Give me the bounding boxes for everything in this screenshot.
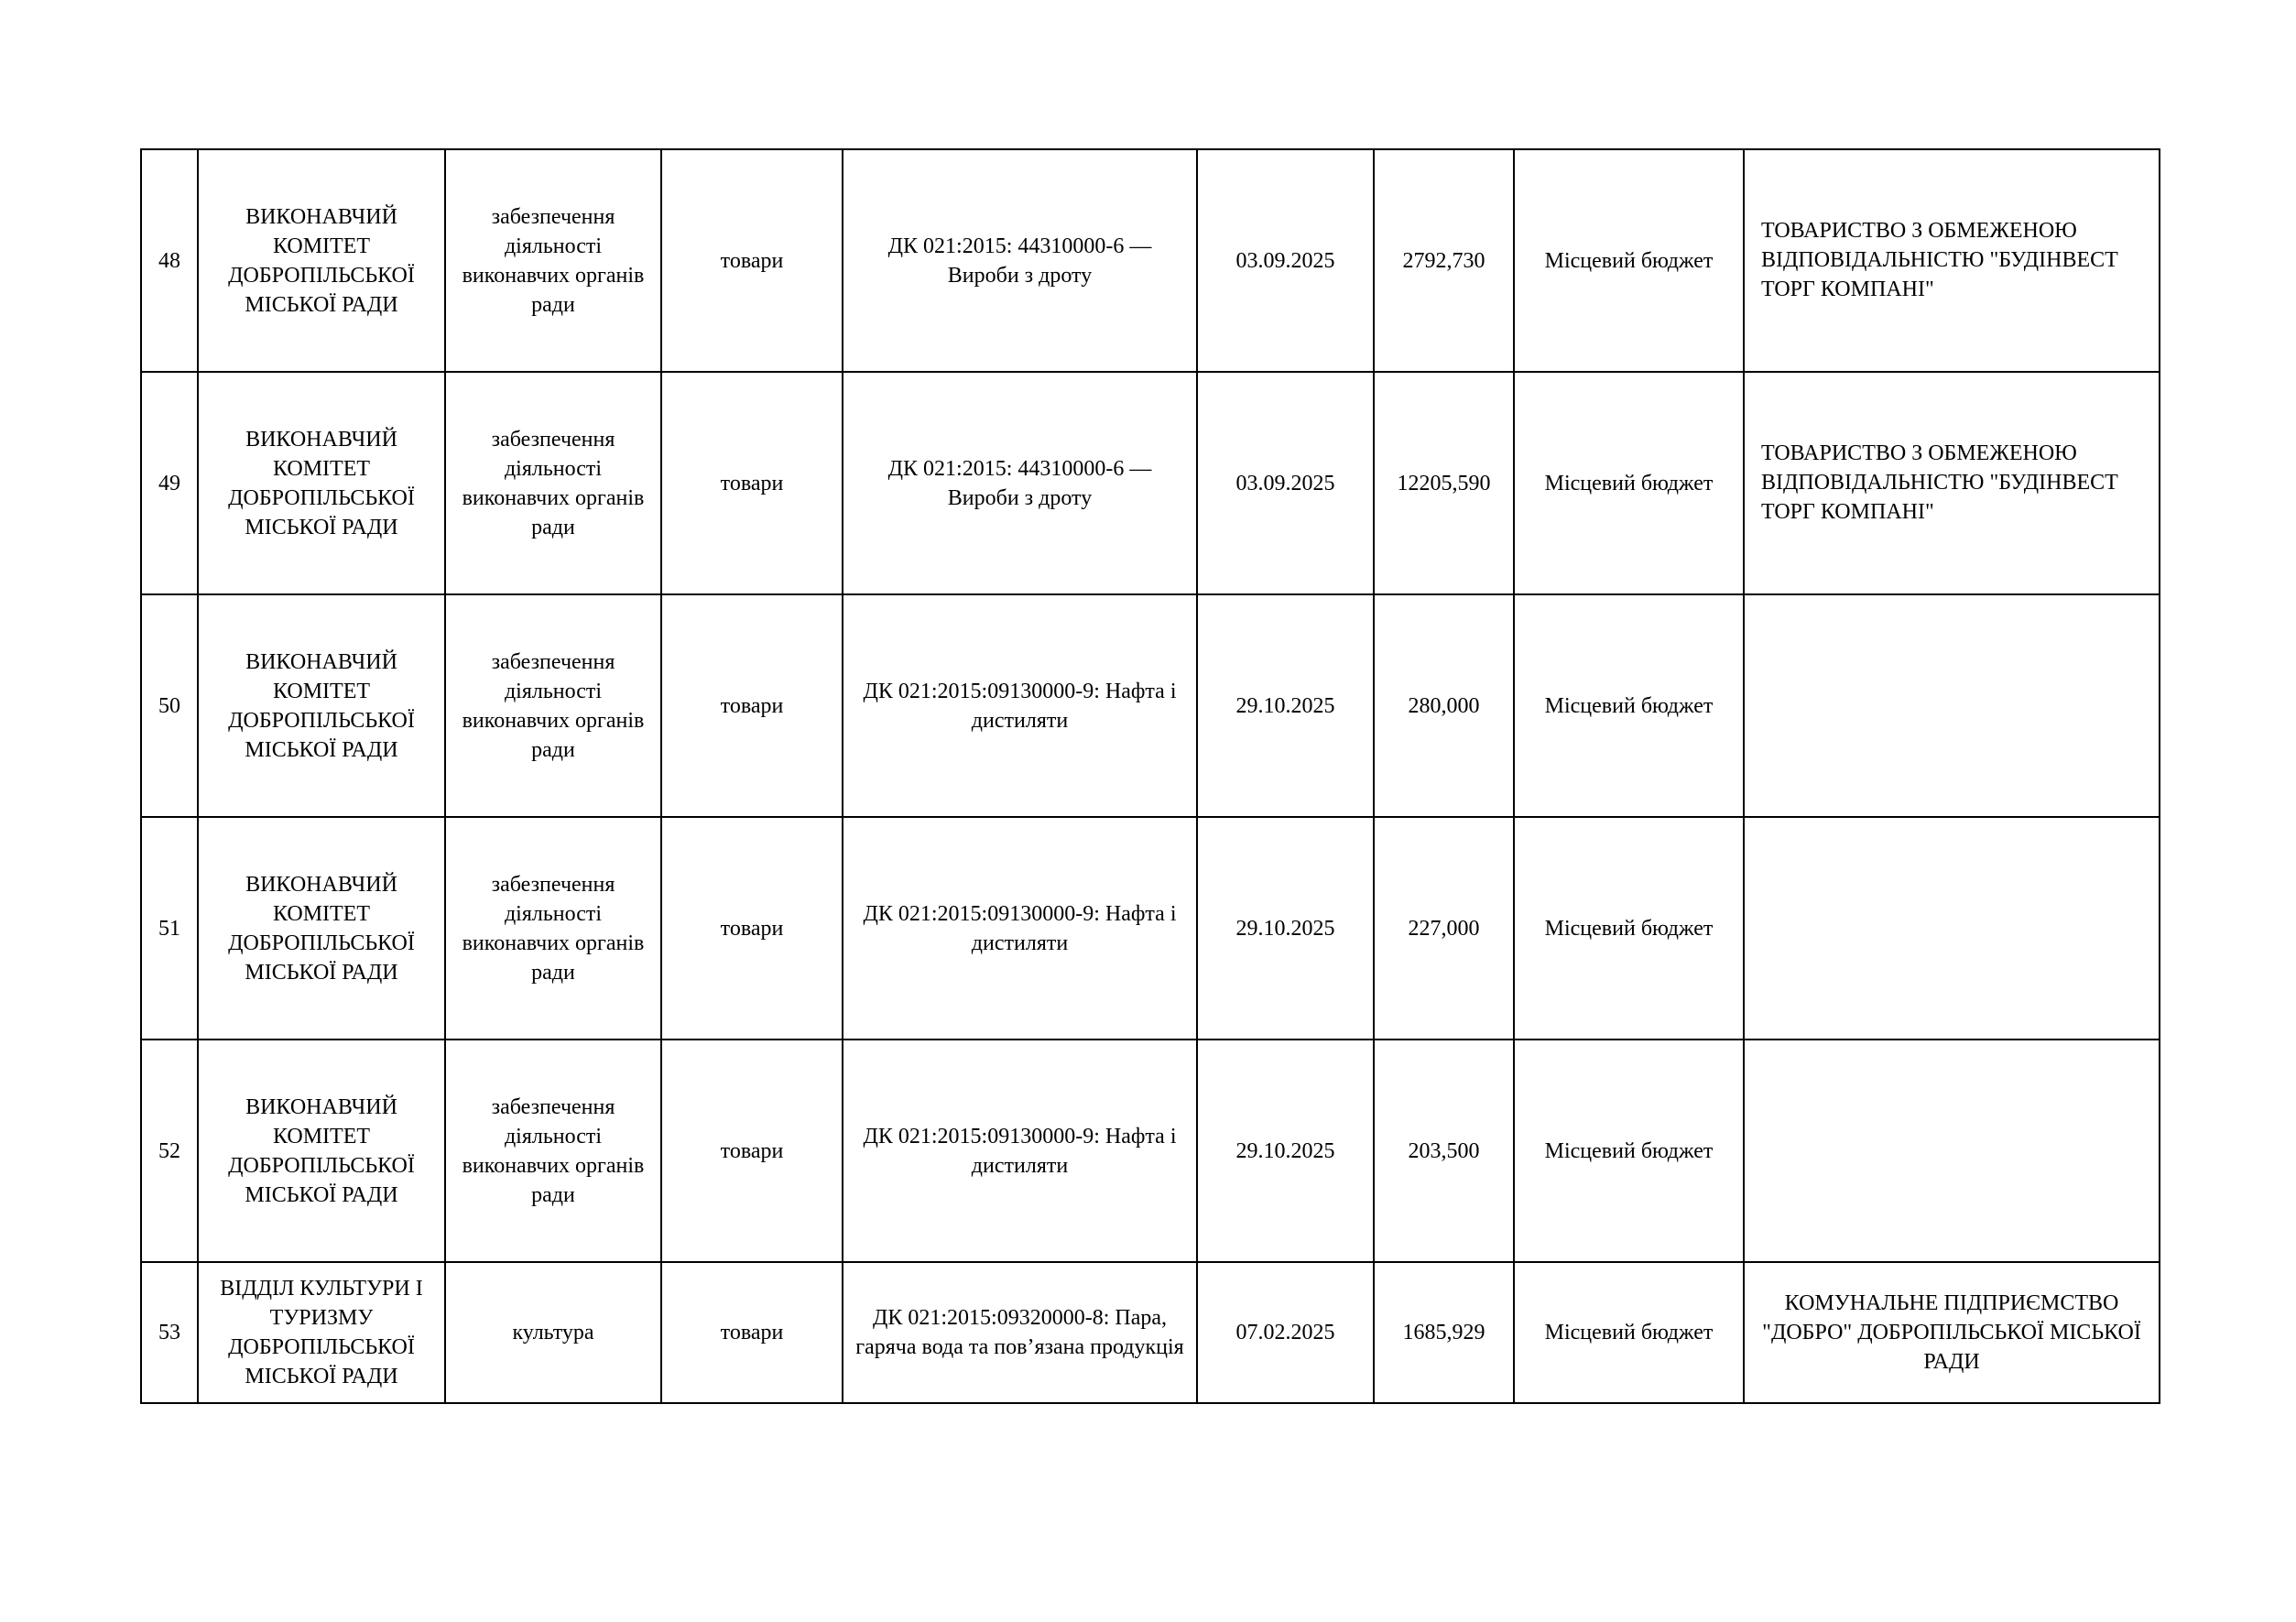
purchase-date: 29.10.2025 [1197,1040,1374,1262]
purchase-category: товари [661,372,843,594]
row-number: 48 [141,149,198,372]
purchase-date: 07.02.2025 [1197,1262,1374,1403]
purchase-date: 29.10.2025 [1197,817,1374,1040]
supplier-name: КОМУНАЛЬНЕ ПІДПРИЄМСТВО "ДОБРО" ДОБРОПІЛЬСЬКОЇ МІСЬКОЇ РАДИ [1744,1262,2160,1403]
customer-name: ВИКОНАВЧИЙ КОМІТЕТ ДОБРОПІЛЬСЬКОЇ МІСЬКОЇ РАДИ [198,594,445,817]
procurement-table [140,148,2160,1404]
purchase-date: 03.09.2025 [1197,149,1374,372]
cpv-description-line: Вироби з дроту [947,485,1093,510]
row-number: 51 [141,817,198,1040]
funding-source: Місцевий бюджет [1514,372,1744,594]
row-number: 53 [141,1262,198,1403]
supplier-name: ТОВАРИСТВО З ОБМЕЖЕНОЮ ВІДПОВІДАЛЬНІСТЮ "БУДІНВЕСТ ТОРГ КОМПАНІ" [1744,372,2160,594]
purchase-purpose: забезпечення діяльності виконавчих органів ради [445,1040,661,1262]
cpv-description-line: дистиляти [971,708,1069,733]
supplier-name [1744,817,2160,1040]
purchase-purpose: культура [445,1262,661,1403]
customer-name: ВИКОНАВЧИЙ КОМІТЕТ ДОБРОПІЛЬСЬКОЇ МІСЬКОЇ РАДИ [198,149,445,372]
cpv-code-line: ДК 021:2015: 44310000-6 — [887,234,1152,258]
purchase-category: товари [661,1040,843,1262]
purchase-amount: 227,000 [1374,817,1514,1040]
cpv-description-line: дистиляти [971,931,1069,955]
purchase-purpose: забезпечення діяльності виконавчих органів ради [445,149,661,372]
table-row [141,372,2160,594]
supplier-name [1744,1040,2160,1262]
funding-source: Місцевий бюджет [1514,1040,1744,1262]
funding-source: Місцевий бюджет [1514,594,1744,817]
cpv-description-line: дистиляти [971,1153,1069,1178]
purchase-purpose: забезпечення діяльності виконавчих органів ради [445,817,661,1040]
cpv-code [843,1262,1197,1403]
purchase-amount: 280,000 [1374,594,1514,817]
table-row [141,817,2160,1040]
table-row [141,594,2160,817]
customer-name: ВИКОНАВЧИЙ КОМІТЕТ ДОБРОПІЛЬСЬКОЇ МІСЬКОЇ РАДИ [198,1040,445,1262]
purchase-category: товари [661,149,843,372]
table-row [141,1262,2160,1403]
customer-name: ВИКОНАВЧИЙ КОМІТЕТ ДОБРОПІЛЬСЬКОЇ МІСЬКОЇ РАДИ [198,817,445,1040]
purchase-purpose: забезпечення діяльності виконавчих органів ради [445,594,661,817]
purchase-category: товари [661,817,843,1040]
funding-source: Місцевий бюджет [1514,817,1744,1040]
cpv-code [843,817,1197,1040]
cpv-code-line: ДК 021:2015:09320000-8: Пара, [872,1306,1167,1330]
cpv-description-line: Вироби з дроту [947,263,1093,288]
table-row [141,149,2160,372]
cpv-code-line: ДК 021:2015:09130000-9: Нафта і [863,679,1177,703]
table-row [141,1040,2160,1262]
customer-name: ВИКОНАВЧИЙ КОМІТЕТ ДОБРОПІЛЬСЬКОЇ МІСЬКОЇ РАДИ [198,372,445,594]
funding-source: Місцевий бюджет [1514,149,1744,372]
row-number: 50 [141,594,198,817]
cpv-code-line: ДК 021:2015: 44310000-6 — [887,456,1152,481]
cpv-code-line: ДК 021:2015:09130000-9: Нафта і [863,1124,1177,1148]
cpv-code [843,372,1197,594]
purchase-amount: 2792,730 [1374,149,1514,372]
cpv-code-line: ДК 021:2015:09130000-9: Нафта і [863,901,1177,926]
supplier-name: ТОВАРИСТВО З ОБМЕЖЕНОЮ ВІДПОВІДАЛЬНІСТЮ "БУДІНВЕСТ ТОРГ КОМПАНІ" [1744,149,2160,372]
purchase-category: товари [661,1262,843,1403]
purchase-amount: 12205,590 [1374,372,1514,594]
cpv-code [843,594,1197,817]
row-number: 52 [141,1040,198,1262]
purchase-date: 03.09.2025 [1197,372,1374,594]
purchase-purpose: забезпечення діяльності виконавчих органів ради [445,372,661,594]
purchase-amount: 203,500 [1374,1040,1514,1262]
cpv-description-line: гаряча вода та пов’язана продукція [855,1335,1184,1359]
row-number: 49 [141,372,198,594]
purchase-date: 29.10.2025 [1197,594,1374,817]
cpv-code [843,1040,1197,1262]
cpv-code [843,149,1197,372]
funding-source: Місцевий бюджет [1514,1262,1744,1403]
purchase-amount: 1685,929 [1374,1262,1514,1403]
purchase-category: товари [661,594,843,817]
supplier-name [1744,594,2160,817]
customer-name: ВІДДІЛ КУЛЬТУРИ І ТУРИЗМУ ДОБРОПІЛЬСЬКОЇ МІСЬКОЇ РАДИ [198,1262,445,1403]
